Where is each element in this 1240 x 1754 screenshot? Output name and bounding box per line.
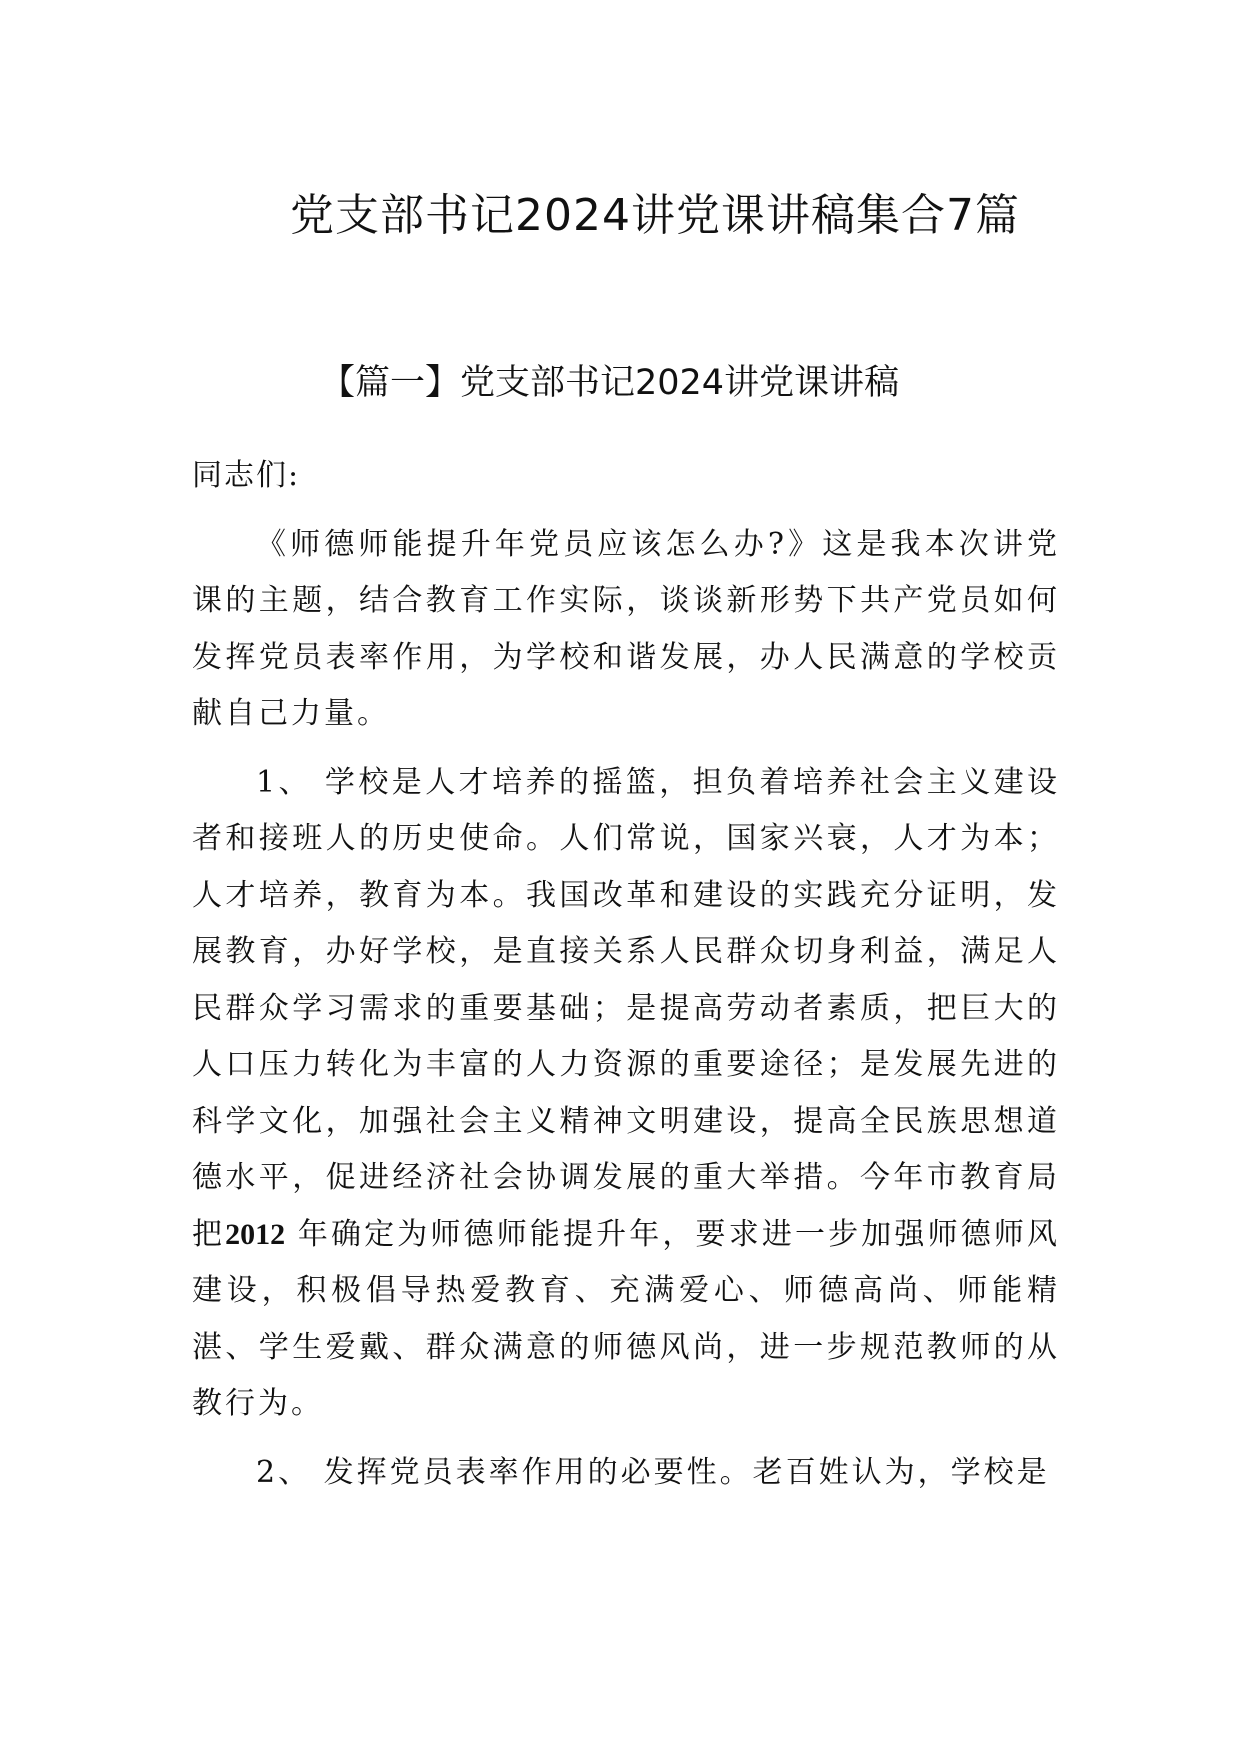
document-title: 党支部书记2024讲党课讲稿集合7篇	[290, 190, 1020, 241]
document-body	[192, 448, 1060, 1513]
paragraph-point-1-rest: 年确定为师德师能提升年，要求进一步加强师德师风建设，积极倡导热爱教育、充满爱心、师德高尚、师能精湛、学生爱戴、群众满意的师德风尚，进一步规范教师的从教行为。	[192, 1216, 1061, 1421]
salutation: 同志们:	[192, 458, 301, 493]
section-heading: 【篇一】党支部书记2024讲党课讲稿	[320, 363, 900, 403]
paragraph-point-1	[192, 755, 1060, 1433]
year-number: 2012	[225, 1217, 286, 1251]
paragraph-intro: 《师德师能提升年党员应该怎么办?》这是我本次讲党课的主题，结合教育工作实际，谈谈新形势下共产党员如何发挥党员表率作用，为学校和谐发展，办人民满意的学校贡献自己力量。	[192, 526, 1060, 731]
paragraph-point-2: 2、 发挥党员表率作用的必要性。老百姓认为，学校是	[256, 1454, 1050, 1490]
paragraph-point-1-text: 1、 学校是人才培养的摇篮，担负着培养社会主义建设者和接班人的历史使命。人们常说，国家兴衰，人才为本；人才培养，教育为本。我国改革和建设的实践充分证明，发展教育，办好学校，是直接关系人民群众切身利益，满足人民群众学习需求的重要基础；是提高劳动者素质，把巨大的人口压力转化为丰富的人力资源的重要途径；是发展先进的科学文化，加强社会主义精神文明建设，提高全民族思想道德水平，促进经济社会协调发展的重大举措。今年市教育局把	[192, 764, 1060, 1252]
